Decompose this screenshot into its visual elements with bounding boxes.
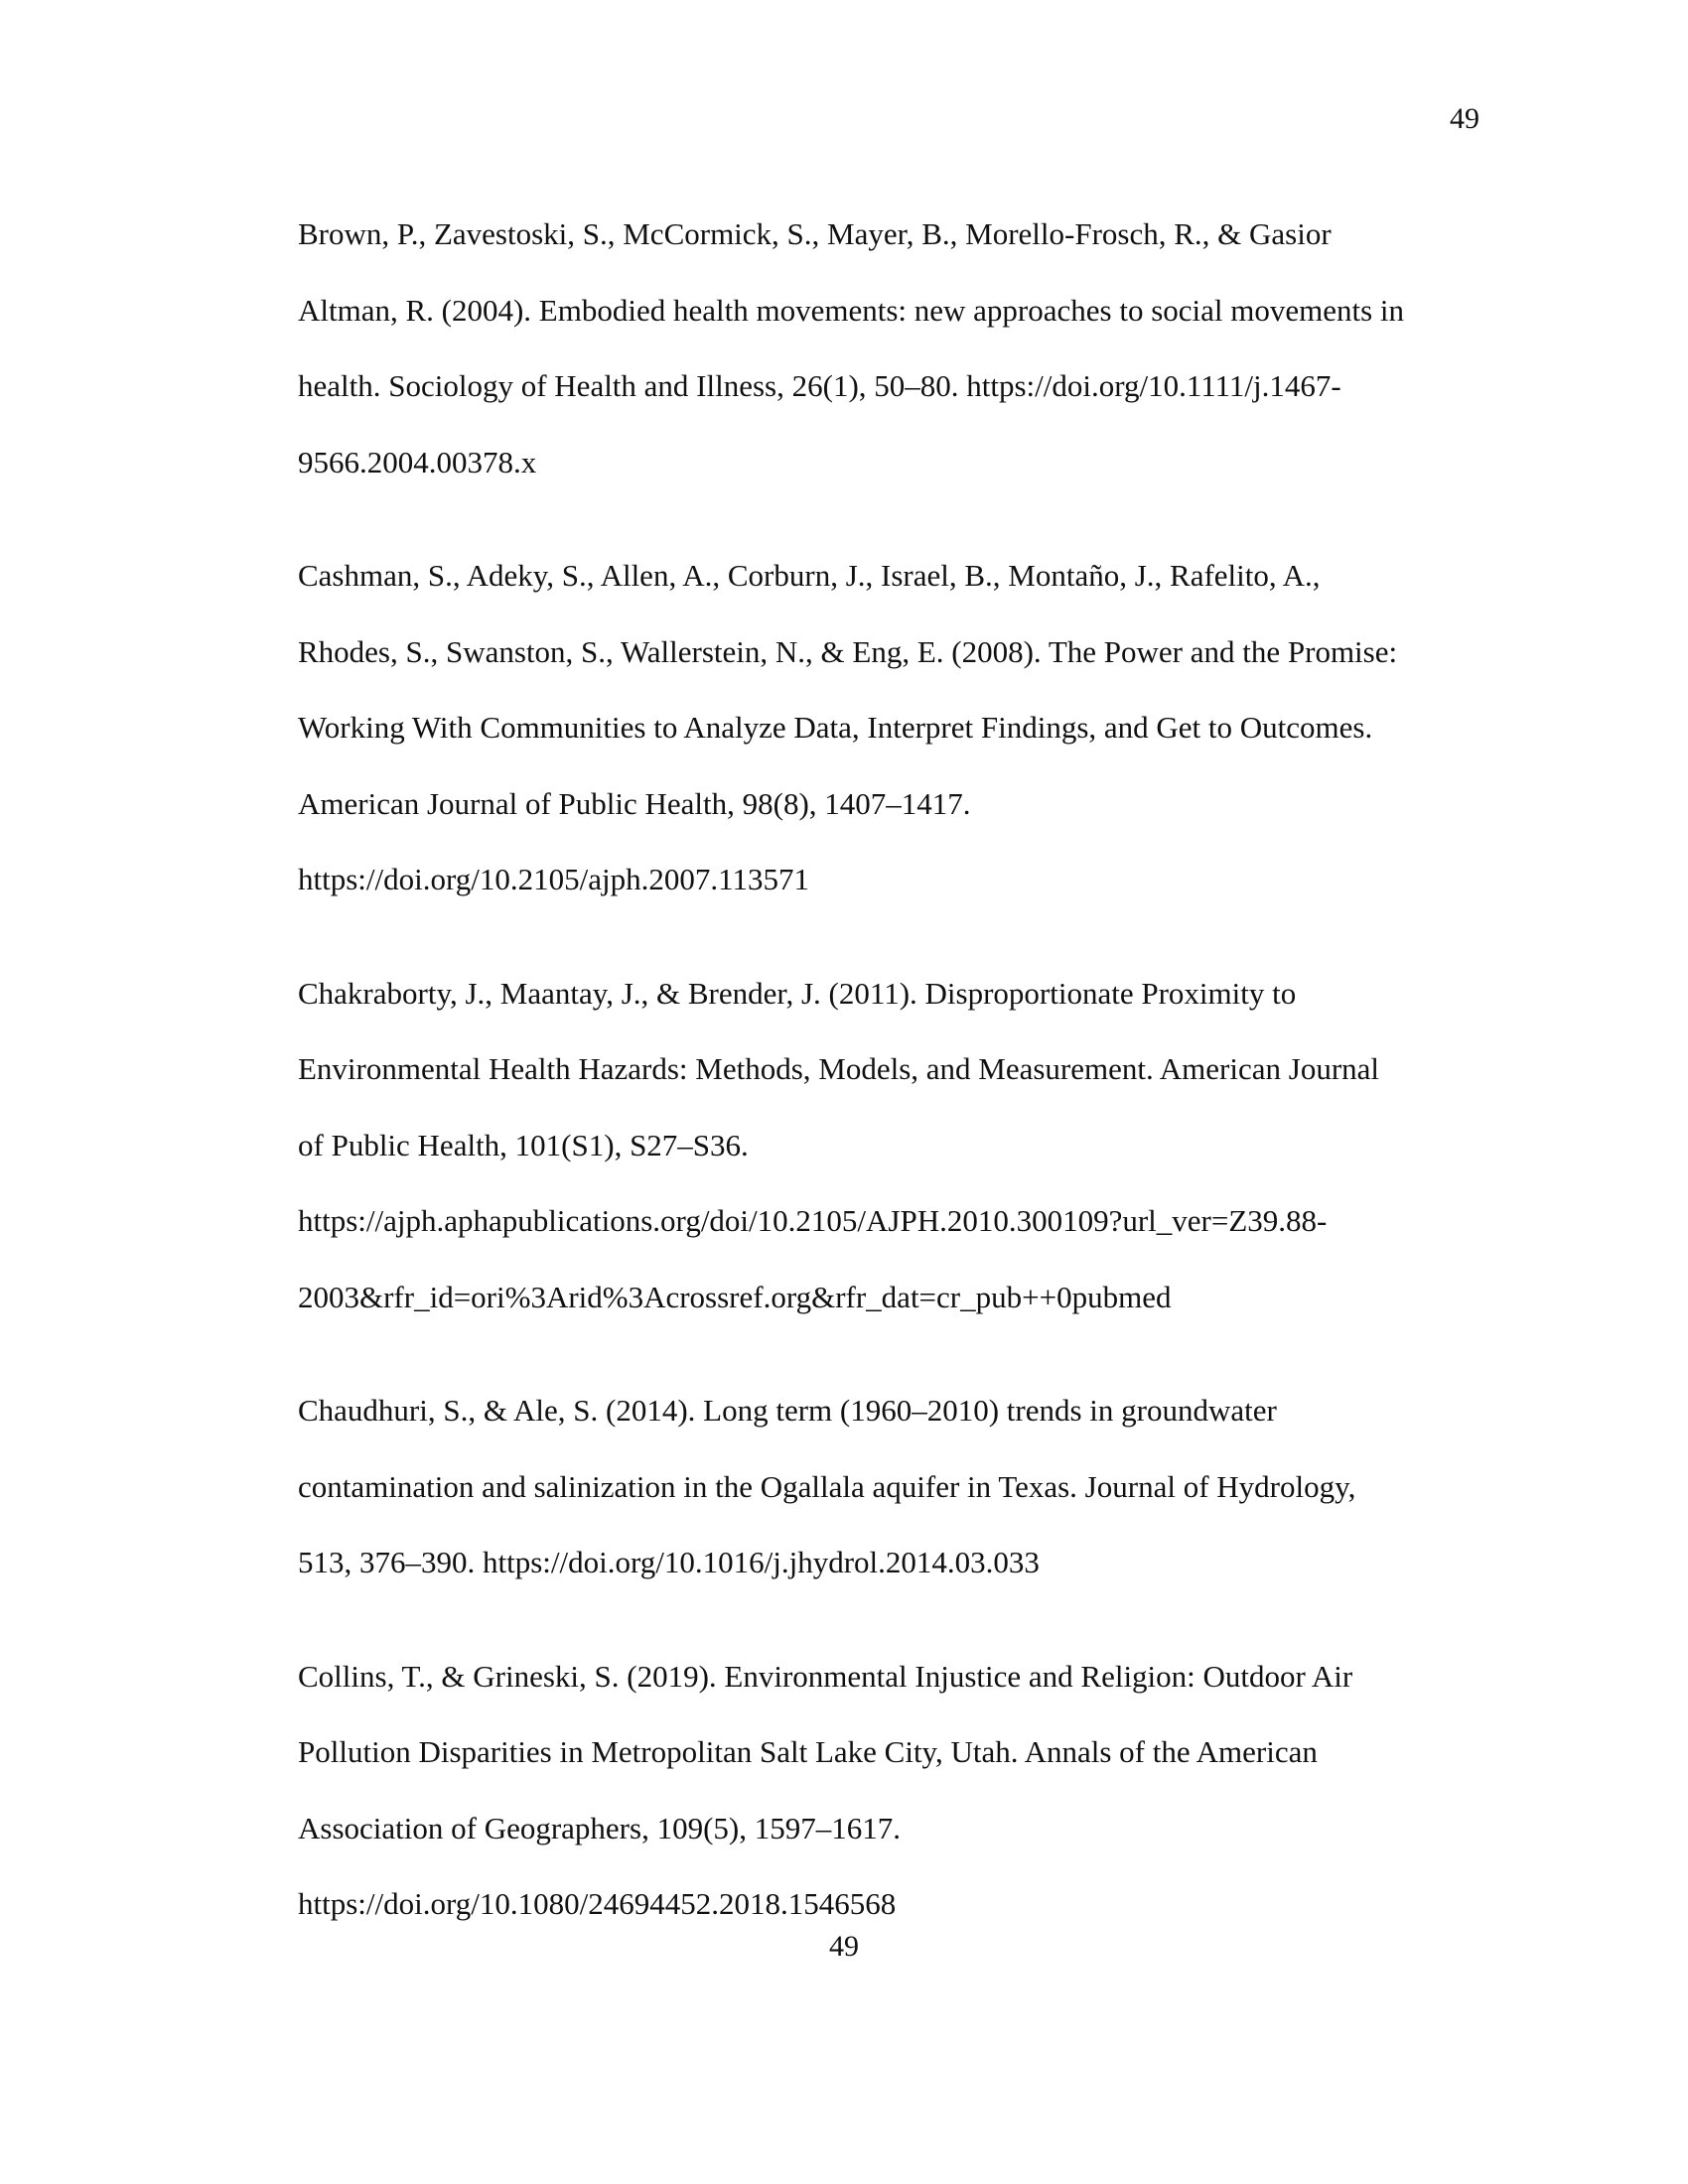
reference-line: Cashman, S., Adeky, S., Allen, A., Corburn, J., Israel, B., Montaño, J., Rafelito, A., — [298, 558, 1321, 593]
reference-entry-chakraborty-2011 — [298, 956, 1489, 1336]
reference-entry-brown-2004 — [298, 197, 1489, 500]
reference-line: https://doi.org/10.1080/24694452.2018.1546568 — [298, 1886, 897, 1921]
reference-line: Association of Geographers, 109(5), 1597–1617. — [298, 1810, 901, 1845]
reference-line: Working With Communities to Analyze Data, Interpret Findings, and Get to Outcomes. — [298, 710, 1373, 745]
reference-entry-cashman-2008 — [298, 538, 1489, 918]
reference-line: American Journal of Public Health, 98(8), 1407–1417. — [298, 785, 971, 821]
reference-line: Chakraborty, J., Maantay, J., & Brender, J. (2011). Disproportionate Proximity to — [298, 975, 1297, 1011]
reference-line: Altman, R. (2004). Embodied health movements: new approaches to social movements in — [298, 292, 1405, 328]
reference-line: https://ajph.aphapublications.org/doi/10.2105/AJPH.2010.300109?url_ver=Z39.88- — [298, 1203, 1328, 1238]
reference-entry-chaudhuri-2014 — [298, 1373, 1489, 1601]
reference-line: Rhodes, S., Swanston, S., Wallerstein, N., & Eng, E. (2008). The Power and the Promise: — [298, 633, 1398, 669]
reference-line: Environmental Health Hazards: Methods, Models, and Measurement. American Journal — [298, 1051, 1380, 1086]
reference-line: of Public Health, 101(S1), S27–S36. — [298, 1127, 749, 1162]
reference-line: 9566.2004.00378.x — [298, 444, 537, 479]
page-number-bottom: 49 — [829, 1930, 859, 1963]
reference-entry-collins-2019 — [298, 1639, 1489, 1943]
reference-line: Collins, T., & Grineski, S. (2019). Environmental Injustice and Religion: Outdoor Air — [298, 1658, 1353, 1694]
page-number-top: 49 — [1450, 102, 1479, 135]
reference-line: Chaudhuri, S., & Ale, S. (2014). Long term (1960–2010) trends in groundwater — [298, 1393, 1277, 1428]
reference-line: health. Sociology of Health and Illness, 26(1), 50–80. https://doi.org/10.1111/j.1467- — [298, 368, 1341, 403]
reference-line: 513, 376–390. https://doi.org/10.1016/j.jhydrol.2014.03.033 — [298, 1545, 1040, 1579]
reference-line: Pollution Disparities in Metropolitan Salt Lake City, Utah. Annals of the American — [298, 1734, 1318, 1769]
reference-line: Brown, P., Zavestoski, S., McCormick, S., Mayer, B., Morello-Frosch, R., & Gasior — [298, 216, 1332, 251]
reference-line: https://doi.org/10.2105/ajph.2007.113571 — [298, 862, 809, 896]
reference-list — [298, 197, 1489, 1943]
reference-line: contamination and salinization in the Ogallala aquifer in Texas. Journal of Hydrology, — [298, 1468, 1356, 1504]
reference-line: 2003&rfr_id=ori%3Arid%3Acrossref.org&rfr_dat=cr_pub++0pubmed — [298, 1279, 1172, 1314]
